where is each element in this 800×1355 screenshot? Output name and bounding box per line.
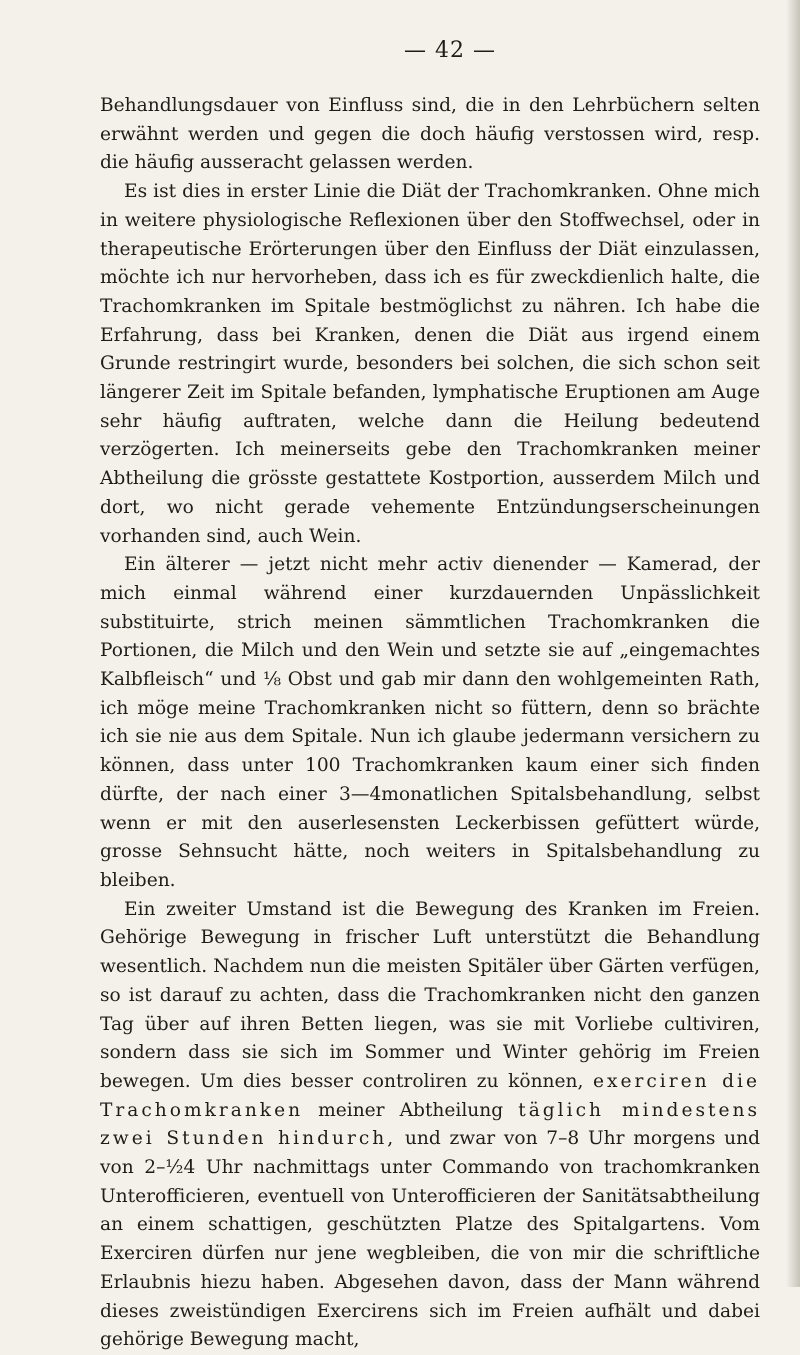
- paragraph-4-text-3: und zwar von 7–8 Uhr morgens und von 2–½4 Uhr nachmittags unter Commando von trachomkranken Unterofficieren, eventuell von Unterofficieren der Sanitätsabtheilung an einem schattigen, geschützten Platze des Spitalgartens. Vom Exerciren dürfen nur jene wegbleiben, die von mir die schriftliche Erlaubnis hiezu haben. Abgesehen davon, dass der Mann während dieses zweistündigen Exercirens sich im Freien aufhält und dabei gehörige Bewegung macht,: [100, 1128, 760, 1351]
- paragraph-1: Behandlungsdauer von Einfluss sind, die in den Lehrbüchern selten erwähnt werden und gegen die doch häufig verstossen wird, resp. die häufig ausseracht gelassen werden.: [100, 95, 760, 174]
- paragraph-4-emphasis-2: täglich mindestens zwei Stunden hindurch,: [100, 1099, 761, 1150]
- page-edge-shadow: [786, 0, 800, 1287]
- paragraph-4-emphasis-1: exerciren die Trachomkranken: [100, 1070, 760, 1121]
- paragraph-2: Es ist dies in erster Linie die Diät der Trachomkranken. Ohne mich in weitere physiologische Reflexionen über den Stoffwechsel, oder in therapeutische Erörterungen über den Einfluss der Diät einzulassen, möchte ich nur hervorheben, dass ich es für zweckdienlich halte, die Trachomkranken im Spitale bestmöglichst zu nähren. Ich habe die Erfahrung, dass bei Kranken, denen die Diät aus irgend einem Grunde restringirt wurde, besonders bei solchen, die sich schon seit längerer Zeit im Spitale befanden, lymphatische Eruptionen am Auge sehr häufig auftraten, welche dann die Heilung bedeutend verzögerten. Ich meinerseits gebe den Trachomkranken meiner Abtheilung die grösste gestattete Kostportion, ausserdem Milch und dort, wo nicht gerade vehemente Entzündungserscheinungen vorhanden sind, auch Wein.: [100, 181, 760, 547]
- paragraph-4: [100, 896, 760, 1355]
- paragraph-4-text-2: meiner Abtheilung: [318, 1099, 504, 1121]
- paragraph-4-text-1: Ein zweiter Umstand ist die Bewegung des Kranken im Freien. Gehörige Bewegung in frischer Luft unterstützt die Behandlung wesentlich. Nachdem nun die meisten Spitäler über Gärten verfügen, so ist darauf zu achten, dass die Trachomkranken nicht den ganzen Tag über auf ihren Betten liegen, was sie mit Vorliebe cultiviren, sondern dass sie sich im Sommer und Winter gehörig im Freien bewegen. Um dies besser controliren zu können,: [100, 898, 760, 1092]
- body-text: [100, 92, 760, 1355]
- page-number: — 42 —: [404, 38, 496, 63]
- paragraph-3: Ein älterer — jetzt nicht mehr activ dienender — Kamerad, der mich einmal während einer kurzdauernden Unpässlichkeit substituirte, strich meinen sämmtlichen Trachomkranken die Portionen, die Milch und den Wein und setzte sie auf „eingemachtes Kalbfleisch“ und ⅛ Obst und gab mir dann den wohlgemeinten Rath, ich möge meine Trachomkranken nicht so füttern, denn so brächte ich sie nie aus dem Spitale. Nun ich glaube jedermann versichern zu können, dass unter 100 Trachomkranken kaum einer sich finden dürfte, der nach einer 3—4monatlichen Spitalsbehandlung, selbst wenn er mit den auserlesensten Leckerbissen gefüttert würde, grosse Sehnsucht hätte, noch weiters in Spitalsbehandlung zu bleiben.: [100, 554, 760, 891]
